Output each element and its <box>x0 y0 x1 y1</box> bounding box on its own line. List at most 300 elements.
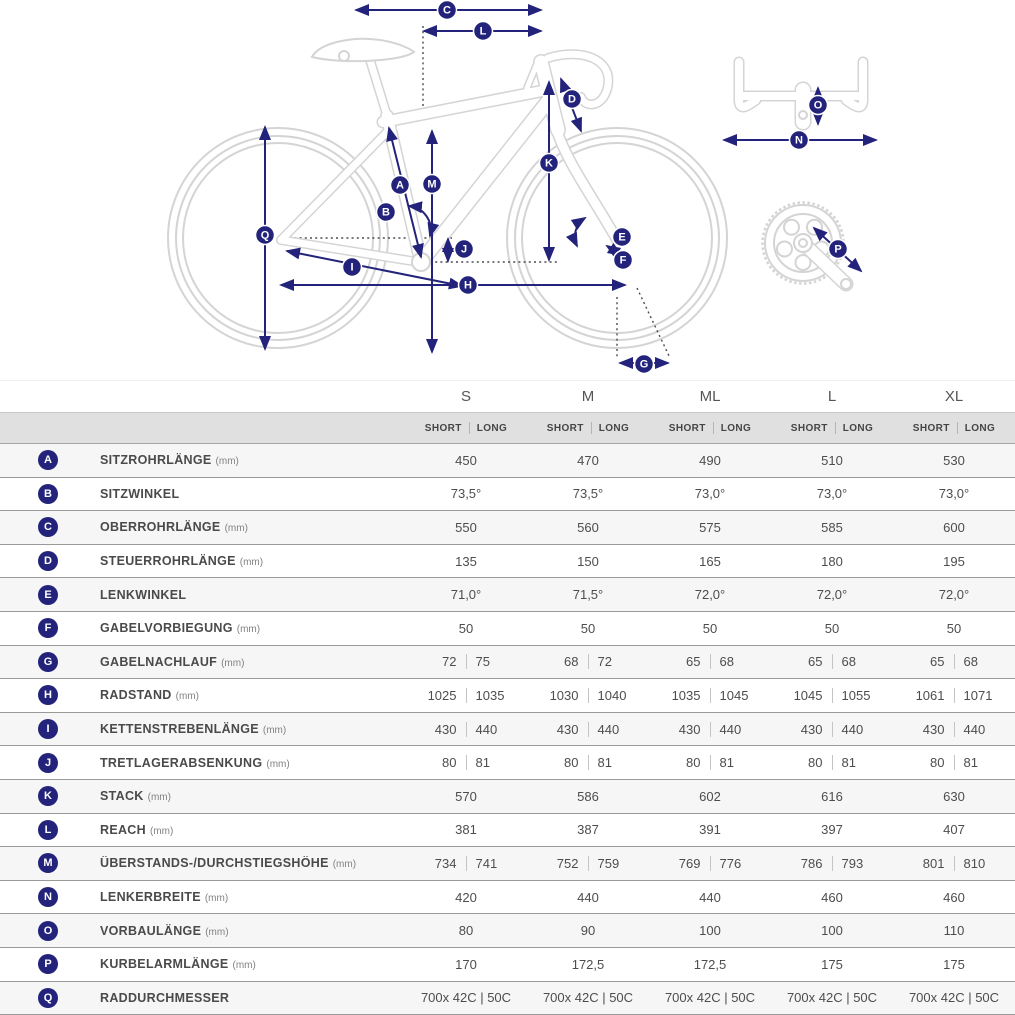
row-unit: (mm) <box>262 725 287 737</box>
table-row-F <box>0 612 1015 646</box>
subheader-col-M <box>527 422 649 434</box>
row-unit: (mm) <box>221 657 245 669</box>
value-cell-J-ML <box>649 755 771 770</box>
value-short: 65 <box>808 654 823 670</box>
value: 175 <box>821 956 843 972</box>
geometry-table <box>0 380 1015 1015</box>
long-label: LONG <box>720 422 752 434</box>
value-cell-B-ML <box>649 486 771 501</box>
value: 50 <box>824 620 840 636</box>
diagram-marker-L <box>474 22 493 41</box>
value: 80 <box>458 923 474 939</box>
marker-letter: Q <box>260 229 270 242</box>
row-unit: (mm) <box>224 523 248 535</box>
value: 180 <box>821 553 843 569</box>
value-cell-J-XL <box>893 755 1015 770</box>
marker-letter: A <box>396 179 404 192</box>
row-marker-N: N <box>38 887 58 907</box>
value-cell-H-ML <box>649 688 771 703</box>
value: 165 <box>699 553 721 569</box>
row-label: LENKWINKEL <box>100 587 187 602</box>
value-short: 1035 <box>671 687 701 703</box>
row-label: GABELNACHLAUF <box>100 654 218 669</box>
value-cell-J-S <box>405 755 527 770</box>
value-short: 72 <box>442 654 457 670</box>
diagram-marker-A <box>391 176 410 195</box>
table-row-Q <box>0 982 1015 1015</box>
row-label: REACH <box>100 822 146 837</box>
row-label: VORBAULÄNGE <box>100 923 202 938</box>
value: 700x 42C | 50C <box>542 990 634 1006</box>
row-label: KETTENSTREBENLÄNGE <box>100 722 259 737</box>
subheader-col-L <box>771 422 893 434</box>
row-label: GABELVORBIEGUNG <box>100 621 233 636</box>
value-long: 1035 <box>475 687 505 703</box>
value: 73,5° <box>572 486 604 502</box>
value: 50 <box>458 620 474 636</box>
value-long: 81 <box>475 755 490 771</box>
row-marker-O: O <box>38 921 58 941</box>
value-short: 80 <box>564 755 579 771</box>
value-long: 75 <box>475 654 490 670</box>
value: 470 <box>577 452 599 468</box>
row-label-wrap <box>100 688 405 702</box>
value-short: 430 <box>800 721 823 737</box>
value-cell-A-XL <box>893 453 1015 468</box>
value-cell-F-M <box>527 621 649 636</box>
diagram-marker-C <box>438 1 457 20</box>
value-cell-P-M <box>527 957 649 972</box>
short-long-header-row <box>0 412 1015 444</box>
value-cell-E-XL <box>893 587 1015 602</box>
marker-letter: K <box>545 157 553 170</box>
value-cell-K-S <box>405 789 527 804</box>
value-long: 81 <box>597 755 612 771</box>
value-cell-D-L <box>771 554 893 569</box>
value-long: 68 <box>963 654 978 670</box>
value-short: 80 <box>686 755 701 771</box>
size-header-L: L <box>827 388 837 405</box>
value-cell-E-S <box>405 587 527 602</box>
value-cell-N-L <box>771 890 893 905</box>
value-cell-F-L <box>771 621 893 636</box>
table-row-J <box>0 746 1015 780</box>
value-cell-A-M <box>527 453 649 468</box>
short-label: SHORT <box>546 422 584 434</box>
value-short: 1045 <box>793 687 823 703</box>
value-cell-I-S <box>405 722 527 737</box>
row-label-wrap <box>100 924 405 938</box>
marker-letter: G <box>639 358 649 371</box>
value: 73,5° <box>450 486 482 502</box>
long-label: LONG <box>964 422 996 434</box>
table-row-G <box>0 646 1015 680</box>
value-long: 72 <box>597 654 612 670</box>
value-cell-M-S <box>405 856 527 871</box>
value-cell-C-M <box>527 520 649 535</box>
value-cell-F-XL <box>893 621 1015 636</box>
value: 73,0° <box>694 486 726 502</box>
value-cell-B-XL <box>893 486 1015 501</box>
diagram-marker-M <box>423 175 442 194</box>
value-cell-L-S <box>405 822 527 837</box>
value-cell-N-ML <box>649 890 771 905</box>
row-unit: (mm) <box>149 825 174 837</box>
row-label-wrap <box>100 520 405 534</box>
value: 550 <box>455 519 477 535</box>
value-cell-O-M <box>527 923 649 938</box>
subheader-divider <box>835 422 836 434</box>
value-cell-P-ML <box>649 957 771 972</box>
value-short: 430 <box>678 721 701 737</box>
marker-letter: L <box>479 25 487 38</box>
value-cell-F-ML <box>649 621 771 636</box>
row-marker-J: J <box>38 753 58 773</box>
value-long: 440 <box>963 721 986 737</box>
value-cell-C-L <box>771 520 893 535</box>
value-cell-M-XL <box>893 856 1015 871</box>
value-cell-B-S <box>405 486 527 501</box>
row-label-wrap <box>100 789 405 803</box>
row-label: STACK <box>100 789 144 804</box>
frame-detail-circle <box>841 279 851 289</box>
row-label: RADDURCHMESSER <box>100 990 230 1005</box>
value-long: 759 <box>597 855 620 871</box>
value-short: 1025 <box>427 687 457 703</box>
value: 616 <box>821 788 843 804</box>
diagram-marker-E <box>613 228 632 247</box>
row-label-wrap <box>100 487 405 501</box>
row-marker-B: B <box>38 484 58 504</box>
row-marker-D: D <box>38 551 58 571</box>
value-cell-A-ML <box>649 453 771 468</box>
row-label-wrap <box>100 453 405 467</box>
diagram-marker-P <box>829 240 848 259</box>
marker-letter: M <box>427 178 437 191</box>
value: 170 <box>455 956 477 972</box>
value-short: 769 <box>678 855 701 871</box>
row-label-wrap <box>100 957 405 971</box>
value-short: 430 <box>556 721 579 737</box>
row-unit: (mm) <box>266 758 290 770</box>
diagram-marker-K <box>540 154 559 173</box>
table-row-E <box>0 578 1015 612</box>
row-marker-E: E <box>38 585 58 605</box>
value-cell-H-L <box>771 688 893 703</box>
row-marker-C: C <box>38 517 58 537</box>
value-cell-H-M <box>527 688 649 703</box>
row-unit: (mm) <box>215 456 239 468</box>
value-cell-P-L <box>771 957 893 972</box>
row-unit: (mm) <box>236 624 261 636</box>
size-header-row <box>0 381 1015 412</box>
value-cell-N-S <box>405 890 527 905</box>
row-unit: (mm) <box>175 691 199 703</box>
row-marker-P: P <box>38 954 58 974</box>
diagram-marker-H <box>459 276 478 295</box>
bike-geometry-diagram <box>0 0 1015 380</box>
diagram-marker-F <box>614 251 633 270</box>
row-marker-F: F <box>38 618 58 638</box>
value-cell-G-XL <box>893 654 1015 669</box>
value-cell-M-L <box>771 856 893 871</box>
tube-fill <box>370 60 389 122</box>
row-marker-L: L <box>38 820 58 840</box>
value: 110 <box>943 923 965 939</box>
value: 387 <box>577 822 599 838</box>
short-label: SHORT <box>912 422 950 434</box>
value-cell-M-M <box>527 856 649 871</box>
value-cell-P-S <box>405 957 527 972</box>
value-long: 741 <box>475 855 498 871</box>
frame-detail-circle <box>339 51 349 61</box>
row-label: ÜBERSTANDS-/DURCHSTIEGSHÖHE <box>100 856 329 871</box>
table-row-P <box>0 948 1015 982</box>
value: 172,5 <box>571 956 605 972</box>
value: 50 <box>946 620 962 636</box>
row-label-wrap <box>100 621 405 635</box>
value-cell-G-M <box>527 654 649 669</box>
diagram-marker-O <box>809 96 828 115</box>
value: 440 <box>699 889 721 905</box>
value-cell-G-L <box>771 654 893 669</box>
subheader-divider <box>713 422 714 434</box>
value-short: 80 <box>808 755 823 771</box>
value-cell-E-L <box>771 587 893 602</box>
row-marker-M: M <box>38 853 58 873</box>
value-cell-Q-S <box>405 990 527 1005</box>
value: 73,0° <box>938 486 970 502</box>
value-cell-K-XL <box>893 789 1015 804</box>
value: 600 <box>943 519 965 535</box>
row-label-wrap <box>100 588 405 602</box>
value-cell-H-S <box>405 688 527 703</box>
subheader-col-S <box>405 422 527 434</box>
value-short: 734 <box>434 855 457 871</box>
value-short: 1061 <box>915 687 945 703</box>
value: 407 <box>943 822 965 838</box>
value-long: 81 <box>719 755 734 771</box>
diagram-marker-N <box>790 131 809 150</box>
row-label: RADSTAND <box>100 688 172 703</box>
value: 586 <box>577 788 599 804</box>
value: 73,0° <box>816 486 848 502</box>
value: 71,0° <box>450 587 482 603</box>
value-cell-K-ML <box>649 789 771 804</box>
subheader-col-XL <box>893 422 1015 434</box>
diagram-marker-I <box>343 258 362 277</box>
table-row-M <box>0 847 1015 881</box>
table-row-L <box>0 814 1015 848</box>
row-label: TRETLAGERABSENKUNG <box>100 755 263 770</box>
value-cell-I-M <box>527 722 649 737</box>
value-cell-K-L <box>771 789 893 804</box>
value: 150 <box>577 553 599 569</box>
value-cell-Q-M <box>527 990 649 1005</box>
value-long: 440 <box>475 721 498 737</box>
row-label: SITZROHRLÄNGE <box>100 453 212 468</box>
row-marker-A: A <box>38 450 58 470</box>
value-cell-L-M <box>527 822 649 837</box>
table-row-I <box>0 713 1015 747</box>
value-cell-I-L <box>771 722 893 737</box>
value-long: 440 <box>597 721 620 737</box>
row-unit: (mm) <box>204 893 229 905</box>
value-short: 786 <box>800 855 823 871</box>
value: 450 <box>455 452 477 468</box>
row-label: SITZWINKEL <box>100 486 180 501</box>
value: 602 <box>699 788 721 804</box>
size-header-M: M <box>581 388 595 405</box>
value-cell-C-S <box>405 520 527 535</box>
frame-detail-circle <box>799 111 807 119</box>
row-label-wrap <box>100 823 405 837</box>
value-cell-N-XL <box>893 890 1015 905</box>
value: 700x 42C | 50C <box>786 990 878 1006</box>
row-label-wrap <box>100 722 405 736</box>
value: 490 <box>699 452 721 468</box>
value: 420 <box>455 889 477 905</box>
value: 630 <box>943 788 965 804</box>
row-label-wrap <box>100 554 405 568</box>
value: 72,0° <box>816 587 848 603</box>
tube-fill <box>556 128 617 240</box>
value: 460 <box>821 889 843 905</box>
table-row-B <box>0 478 1015 512</box>
value: 135 <box>455 553 477 569</box>
row-label-wrap <box>100 655 405 669</box>
value-cell-D-ML <box>649 554 771 569</box>
value-short: 65 <box>686 654 701 670</box>
value-long: 440 <box>719 721 742 737</box>
dotted-reference-line <box>637 288 670 358</box>
subheader-divider <box>957 422 958 434</box>
row-label-wrap <box>100 756 405 770</box>
diagram-marker-B <box>377 203 396 222</box>
value-cell-N-M <box>527 890 649 905</box>
short-label: SHORT <box>668 422 706 434</box>
table-row-D <box>0 545 1015 579</box>
subheader-col-ML <box>649 422 771 434</box>
size-header-ML: ML <box>699 388 721 405</box>
value-long: 81 <box>841 755 856 771</box>
marker-letter: F <box>619 254 627 267</box>
value-cell-B-L <box>771 486 893 501</box>
row-marker-H: H <box>38 685 58 705</box>
value: 530 <box>943 452 965 468</box>
row-unit: (mm) <box>332 859 357 871</box>
table-row-C <box>0 511 1015 545</box>
table-row-H <box>0 679 1015 713</box>
row-marker-K: K <box>38 786 58 806</box>
value: 72,0° <box>694 587 726 603</box>
value-short: 80 <box>930 755 945 771</box>
value: 700x 42C | 50C <box>664 990 756 1006</box>
value-long: 68 <box>719 654 734 670</box>
row-unit: (mm) <box>232 960 256 972</box>
value-short: 430 <box>434 721 457 737</box>
row-label-wrap <box>100 856 405 870</box>
value-cell-L-ML <box>649 822 771 837</box>
value-cell-P-XL <box>893 957 1015 972</box>
value-long: 1040 <box>597 687 627 703</box>
value-cell-Q-L <box>771 990 893 1005</box>
value: 510 <box>821 452 843 468</box>
value-short: 752 <box>556 855 579 871</box>
geometry-diagram-svg <box>0 0 1015 380</box>
value-cell-O-ML <box>649 923 771 938</box>
tube-fill <box>383 90 547 122</box>
marker-letter: H <box>464 279 472 292</box>
row-label: LENKERBREITE <box>100 890 201 905</box>
value-cell-I-ML <box>649 722 771 737</box>
value: 700x 42C | 50C <box>420 990 512 1006</box>
value-cell-O-XL <box>893 923 1015 938</box>
row-label: STEUERROHRLÄNGE <box>100 554 236 569</box>
marker-letter: O <box>813 99 823 112</box>
value-long: 1071 <box>963 687 993 703</box>
geometry-rows <box>0 444 1015 1015</box>
value: 570 <box>455 788 477 804</box>
value-cell-D-M <box>527 554 649 569</box>
angle-arc-E <box>575 218 585 246</box>
value-cell-D-XL <box>893 554 1015 569</box>
value-long: 810 <box>963 855 986 871</box>
marker-letter: N <box>795 134 803 147</box>
value-cell-H-XL <box>893 688 1015 703</box>
value-cell-Q-ML <box>649 990 771 1005</box>
size-header-S: S <box>460 388 471 405</box>
value: 460 <box>943 889 965 905</box>
saddle <box>312 39 414 61</box>
row-label-wrap <box>100 890 405 904</box>
row-marker-G: G <box>38 652 58 672</box>
value-cell-J-L <box>771 755 893 770</box>
short-label: SHORT <box>424 422 462 434</box>
marker-letter: I <box>350 261 354 274</box>
value-cell-M-ML <box>649 856 771 871</box>
value-short: 80 <box>442 755 457 771</box>
diagram-marker-Q <box>256 226 275 245</box>
row-unit: (mm) <box>205 926 229 938</box>
row-label: KURBELARMLÄNGE <box>100 957 229 972</box>
row-unit: (mm) <box>147 792 171 804</box>
value-long: 81 <box>963 755 978 771</box>
value-cell-D-S <box>405 554 527 569</box>
value-cell-L-L <box>771 822 893 837</box>
value-short: 68 <box>564 654 579 670</box>
value-short: 801 <box>922 855 945 871</box>
diagram-marker-D <box>563 90 582 109</box>
value: 700x 42C | 50C <box>908 990 1000 1006</box>
row-unit: (mm) <box>239 557 264 569</box>
value-short: 65 <box>930 654 945 670</box>
value-long: 68 <box>841 654 856 670</box>
table-row-K <box>0 780 1015 814</box>
value: 50 <box>702 620 718 636</box>
value-short: 1030 <box>549 687 579 703</box>
value-long: 776 <box>719 855 742 871</box>
value-cell-Q-XL <box>893 990 1015 1005</box>
marker-letter: C <box>443 4 451 17</box>
value-cell-E-ML <box>649 587 771 602</box>
value-cell-O-L <box>771 923 893 938</box>
row-marker-Q: Q <box>38 988 58 1008</box>
value-cell-G-ML <box>649 654 771 669</box>
long-label: LONG <box>598 422 630 434</box>
value: 175 <box>943 956 965 972</box>
table-row-N <box>0 881 1015 915</box>
